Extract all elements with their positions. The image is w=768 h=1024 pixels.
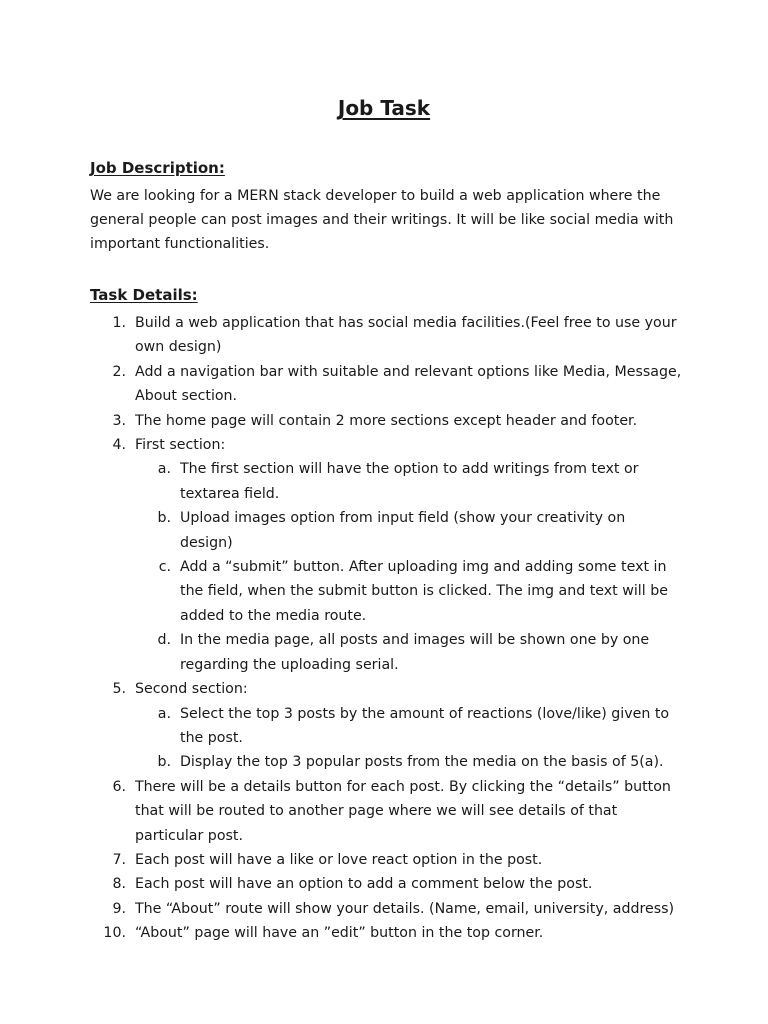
- task-item-7: [0, 848, 685, 872]
- task-text: The home page will contain 2 more sections except header and footer.: [135, 412, 638, 429]
- task-text: There will be a details button for each post. By clicking the “details” button that will be routed to another page where we will see details of that particular post.: [135, 778, 671, 844]
- task-number: 9.: [112, 900, 126, 917]
- sub-task-letter: d.: [157, 632, 171, 649]
- task-item-10: [0, 921, 685, 945]
- sub-task-letter: a.: [157, 705, 171, 722]
- sub-task-item-5a: [0, 702, 680, 751]
- job-description-text: We are looking for a MERN stack developer to build a web application where the general people can post images and their writings. It will be like social media with important functionalities.: [90, 188, 674, 253]
- sub-task-item-5b: [0, 750, 680, 774]
- sub-task-item-4c: [0, 555, 680, 628]
- sub-task-letter: c.: [158, 559, 171, 576]
- task-text: Build a web application that has social media facilities.(Feel free to use your own design): [135, 315, 677, 356]
- task-item-1: [0, 311, 685, 360]
- task-details-heading: Task Details:: [90, 286, 198, 304]
- task-text: Add a navigation bar with suitable and relevant options like Media, Message, About section.: [135, 363, 682, 405]
- task-item-4: [0, 433, 685, 677]
- task-text: Each post will have an option to add a comment below the post.: [135, 876, 593, 893]
- task-item-5: [0, 677, 685, 775]
- task-item-8: [0, 872, 685, 896]
- sub-task-list: [0, 457, 685, 677]
- sub-task-letter: b.: [157, 510, 171, 527]
- task-text: The “About” route will show your details. (Name, email, university, address): [135, 900, 675, 917]
- task-number: 6.: [112, 778, 126, 795]
- sub-task-letter: a.: [157, 461, 171, 478]
- task-number: 8.: [112, 876, 126, 893]
- sub-task-item-4d: [0, 628, 680, 677]
- document-title: Job Task: [337, 96, 431, 120]
- sub-task-item-4b: [0, 506, 680, 555]
- task-number: 7.: [112, 851, 126, 868]
- task-number: 3.: [112, 412, 126, 429]
- task-item-2: [0, 360, 685, 409]
- task-text: First section:: [135, 437, 226, 454]
- task-number: 2.: [112, 363, 126, 380]
- task-number: 1.: [112, 315, 126, 331]
- task-list: [0, 311, 768, 946]
- task-item-9: [0, 897, 685, 921]
- task-item-3: [0, 409, 685, 433]
- sub-task-text: Add a “submit” button. After uploading img and adding some text in the field, when the submit button is clicked. The img and text will be added to the media route.: [180, 559, 668, 624]
- sub-task-letter: b.: [157, 754, 171, 771]
- job-description-heading: Job Description:: [90, 159, 225, 177]
- task-number: 5.: [112, 681, 126, 698]
- sub-task-list: [0, 702, 685, 775]
- task-text: “About” page will have an ”edit” button in the top corner.: [135, 925, 544, 942]
- task-text: Each post will have a like or love react option in the post.: [135, 851, 543, 868]
- sub-task-item-4a: [0, 457, 680, 506]
- sub-task-text: In the media page, all posts and images will be shown one by one regarding the uploading serial.: [180, 632, 650, 673]
- sub-task-text: Select the top 3 posts by the amount of reactions (love/like) given to the post.: [180, 705, 670, 746]
- sub-task-text: The first section will have the option to add writings from text or textarea field.: [180, 461, 639, 502]
- sub-task-text: Upload images option from input field (show your creativity on design): [180, 510, 626, 551]
- task-text: Second section:: [135, 681, 248, 698]
- sub-task-text: Display the top 3 popular posts from the media on the basis of 5(a).: [180, 754, 664, 771]
- task-number: 10.: [103, 925, 126, 942]
- task-item-6: [0, 775, 685, 848]
- task-number: 4.: [112, 437, 126, 454]
